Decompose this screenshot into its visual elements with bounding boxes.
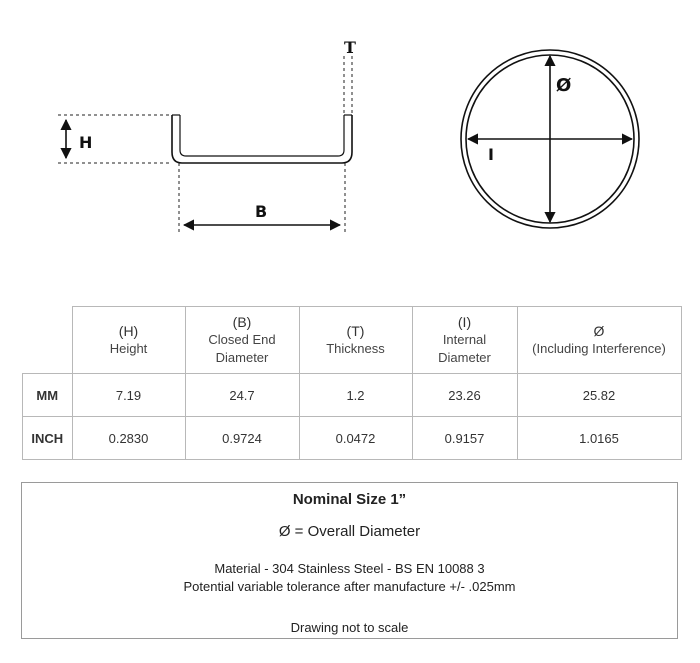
scale-note: Drawing not to scale — [290, 620, 409, 635]
label-h: H — [79, 133, 93, 152]
header-symbol: (T) — [346, 322, 365, 339]
table-cell: 23.26 — [412, 374, 517, 417]
header-height — [72, 307, 185, 374]
header-symbol: Ø — [593, 322, 605, 339]
table-cell: 25.82 — [517, 374, 681, 417]
material-note: Material - 304 Stainless Steel - BS EN 10088 3 — [214, 561, 485, 576]
label-b: B — [255, 202, 268, 221]
table-cell: 1.0165 — [517, 417, 681, 460]
table-cell: 7.19 — [72, 374, 185, 417]
row-label: INCH — [23, 417, 73, 460]
table-row-mm — [23, 374, 682, 417]
table-cell: 24.7 — [185, 374, 299, 417]
header-internal-diameter — [412, 307, 517, 374]
tolerance-note: Potential variable tolerance after manufacture +/- .025mm — [183, 579, 516, 594]
header-label: Diameter — [438, 349, 491, 365]
label-diameter: Ø — [556, 75, 572, 96]
header-symbol: (B) — [232, 313, 252, 330]
top-view — [461, 50, 639, 228]
header-thickness — [299, 307, 412, 374]
header-label: Thickness — [326, 340, 385, 356]
header-symbol: (I) — [457, 313, 472, 330]
table-cell: 0.9157 — [412, 417, 517, 460]
header-label: Closed End — [208, 331, 276, 347]
table-row-inch — [23, 417, 682, 460]
header-label: (Including Interference) — [532, 340, 666, 356]
header-overall-diameter — [517, 307, 681, 374]
header-label: Height — [109, 340, 148, 356]
table-cell: 0.9724 — [185, 417, 299, 460]
table-header-row — [23, 307, 682, 374]
header-label: Diameter — [215, 349, 269, 365]
table-cell: 1.2 — [299, 374, 412, 417]
diameter-definition: Ø = Overall Diameter — [278, 523, 421, 540]
table-cell: 0.2830 — [72, 417, 185, 460]
dimensions-table — [22, 306, 682, 460]
nominal-size-title: Nominal Size 1” — [292, 491, 407, 508]
cap-profile-inner — [180, 115, 344, 156]
notes-box — [21, 482, 678, 639]
row-label: MM — [23, 374, 73, 417]
header-symbol: (H) — [118, 322, 139, 339]
label-internal: I — [488, 145, 494, 164]
header-label: Internal — [442, 331, 487, 347]
table-corner — [23, 307, 73, 374]
table-cell: 0.0472 — [299, 417, 412, 460]
header-closed-end-diameter — [185, 307, 299, 374]
label-t: T — [344, 38, 356, 57]
technical-drawing — [0, 0, 700, 300]
side-view — [58, 38, 356, 232]
